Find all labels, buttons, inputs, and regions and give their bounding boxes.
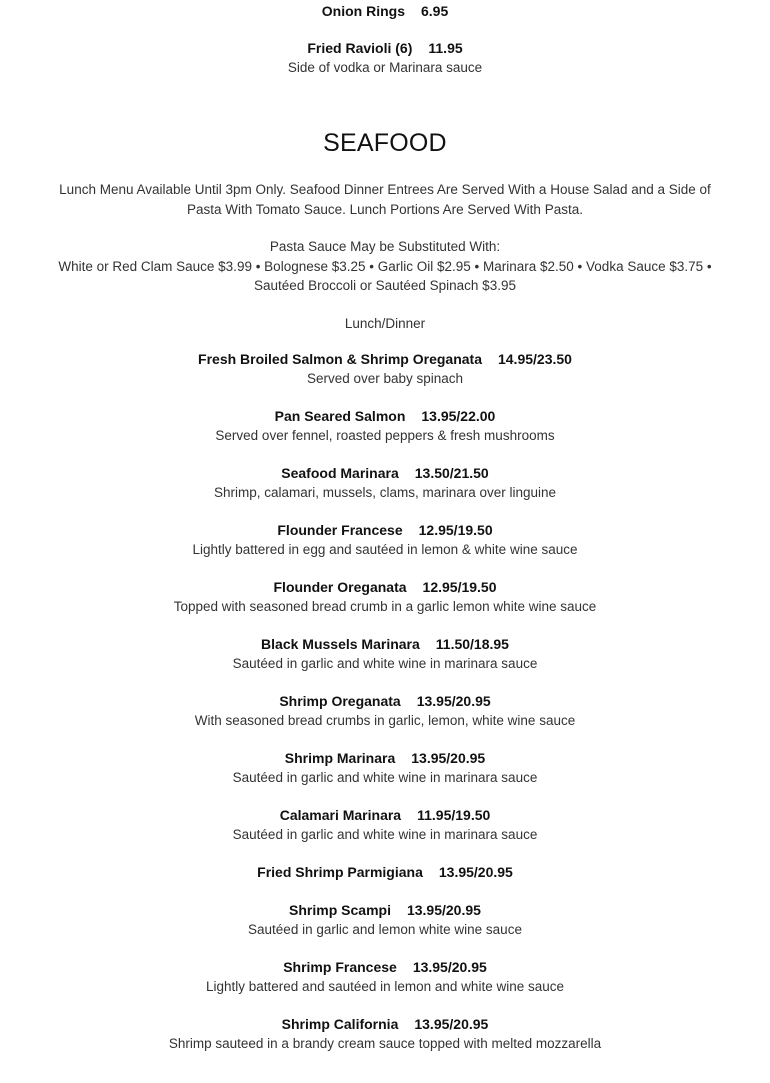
item-name: Shrimp Oreganata [279,693,401,709]
menu-item [0,636,770,652]
item-description: Sautéed in garlic and white wine in marinara sauce [232,656,538,671]
item-description: Shrimp sauteed in a brandy cream sauce topped with melted mozzarella [168,1036,602,1051]
item-description: Sautéed in garlic and white wine in marinara sauce [232,770,538,785]
item-name: Shrimp Scampi [289,902,391,918]
item-price: 13.95/20.95 [438,864,513,880]
item-name: Flounder Francese [277,522,403,538]
item-description: Sautéed in garlic and lemon white wine sauce [248,922,522,937]
item-price: 14.95/23.50 [497,351,572,367]
item-price: 12.95/19.50 [418,522,493,538]
menu-item [0,750,770,766]
menu-item-onion-rings [0,3,770,19]
item-price: 6.95 [420,3,449,19]
item-name: Fried Shrimp Parmigiana [257,864,423,880]
item-description: Sautéed in garlic and white wine in marinara sauce [232,827,538,842]
item-price: 11.95/19.50 [417,807,491,823]
menu-item [0,1016,770,1032]
item-name: Calamari Marinara [279,807,402,823]
section-intro-line-2: Pasta With Tomato Sauce. Lunch Portions Are Served With Pasta. [187,202,583,217]
item-description: Side of vodka or Marinara sauce [287,60,483,75]
section-title: SEAFOOD [323,129,447,157]
menu-item [0,693,770,709]
item-name: Fresh Broiled Salmon & Shrimp Oreganata [198,351,482,367]
menu-item [0,465,770,481]
item-price: 13.50/21.50 [414,465,489,481]
sauce-substitution-line-2: Sautéed Broccoli or Sautéed Spinach $3.95 [254,278,516,293]
item-name: Pan Seared Salmon [274,408,406,424]
item-name: Shrimp Marinara [284,750,396,766]
item-name: Shrimp California [281,1016,399,1032]
item-description: Served over fennel, roasted peppers & fresh mushrooms [215,428,555,443]
sauce-substitution-line-1: White or Red Clam Sauce $3.99 • Bolognese $3.25 • Garlic Oil $2.95 • Marinara $2.50 • Vodka Sauce $3.75 • [58,259,712,274]
section-intro-line-1: Lunch Menu Available Until 3pm Only. Seafood Dinner Entrees Are Served With a House Salad and a Side of [59,182,711,197]
menu-item [0,522,770,538]
item-price: 13.95/20.95 [412,959,487,975]
item-name: Flounder Oreganata [273,579,407,595]
item-price: 13.95/20.95 [416,693,491,709]
item-description: With seasoned bread crumbs in garlic, lemon, white wine sauce [194,713,576,728]
portion-label: Lunch/Dinner [344,316,426,331]
menu-item [0,807,770,823]
item-description: Lightly battered in egg and sautéed in lemon & white wine sauce [192,542,578,557]
menu-item-fried-ravioli [0,40,770,56]
item-price: 13.95/20.95 [414,1016,489,1032]
menu-item [0,408,770,424]
item-name: Fried Ravioli (6) [307,40,413,56]
menu-item [0,959,770,975]
item-name: Shrimp Francese [283,959,397,975]
item-name: Black Mussels Marinara [261,636,420,652]
item-description: Topped with seasoned bread crumb in a garlic lemon white wine sauce [173,599,597,614]
menu-item [0,579,770,595]
menu-item [0,351,770,367]
item-description: Lightly battered and sautéed in lemon and white wine sauce [206,979,564,994]
item-price: 13.95/20.95 [406,902,481,918]
item-price: 11.95 [428,40,463,56]
item-price: 13.95/20.95 [411,750,486,766]
sauce-substitution-heading: Pasta Sauce May be Substituted With: [269,239,501,254]
item-name: Onion Rings [321,3,405,19]
item-price: 12.95/19.50 [422,579,497,595]
item-price: 13.95/22.00 [421,408,496,424]
item-description: Served over baby spinach [306,371,464,386]
menu-item [0,864,770,880]
menu-item [0,902,770,918]
item-price: 11.50/18.95 [435,636,509,652]
item-name: Seafood Marinara [281,465,399,481]
item-description: Shrimp, calamari, mussels, clams, marinara over linguine [213,485,557,500]
